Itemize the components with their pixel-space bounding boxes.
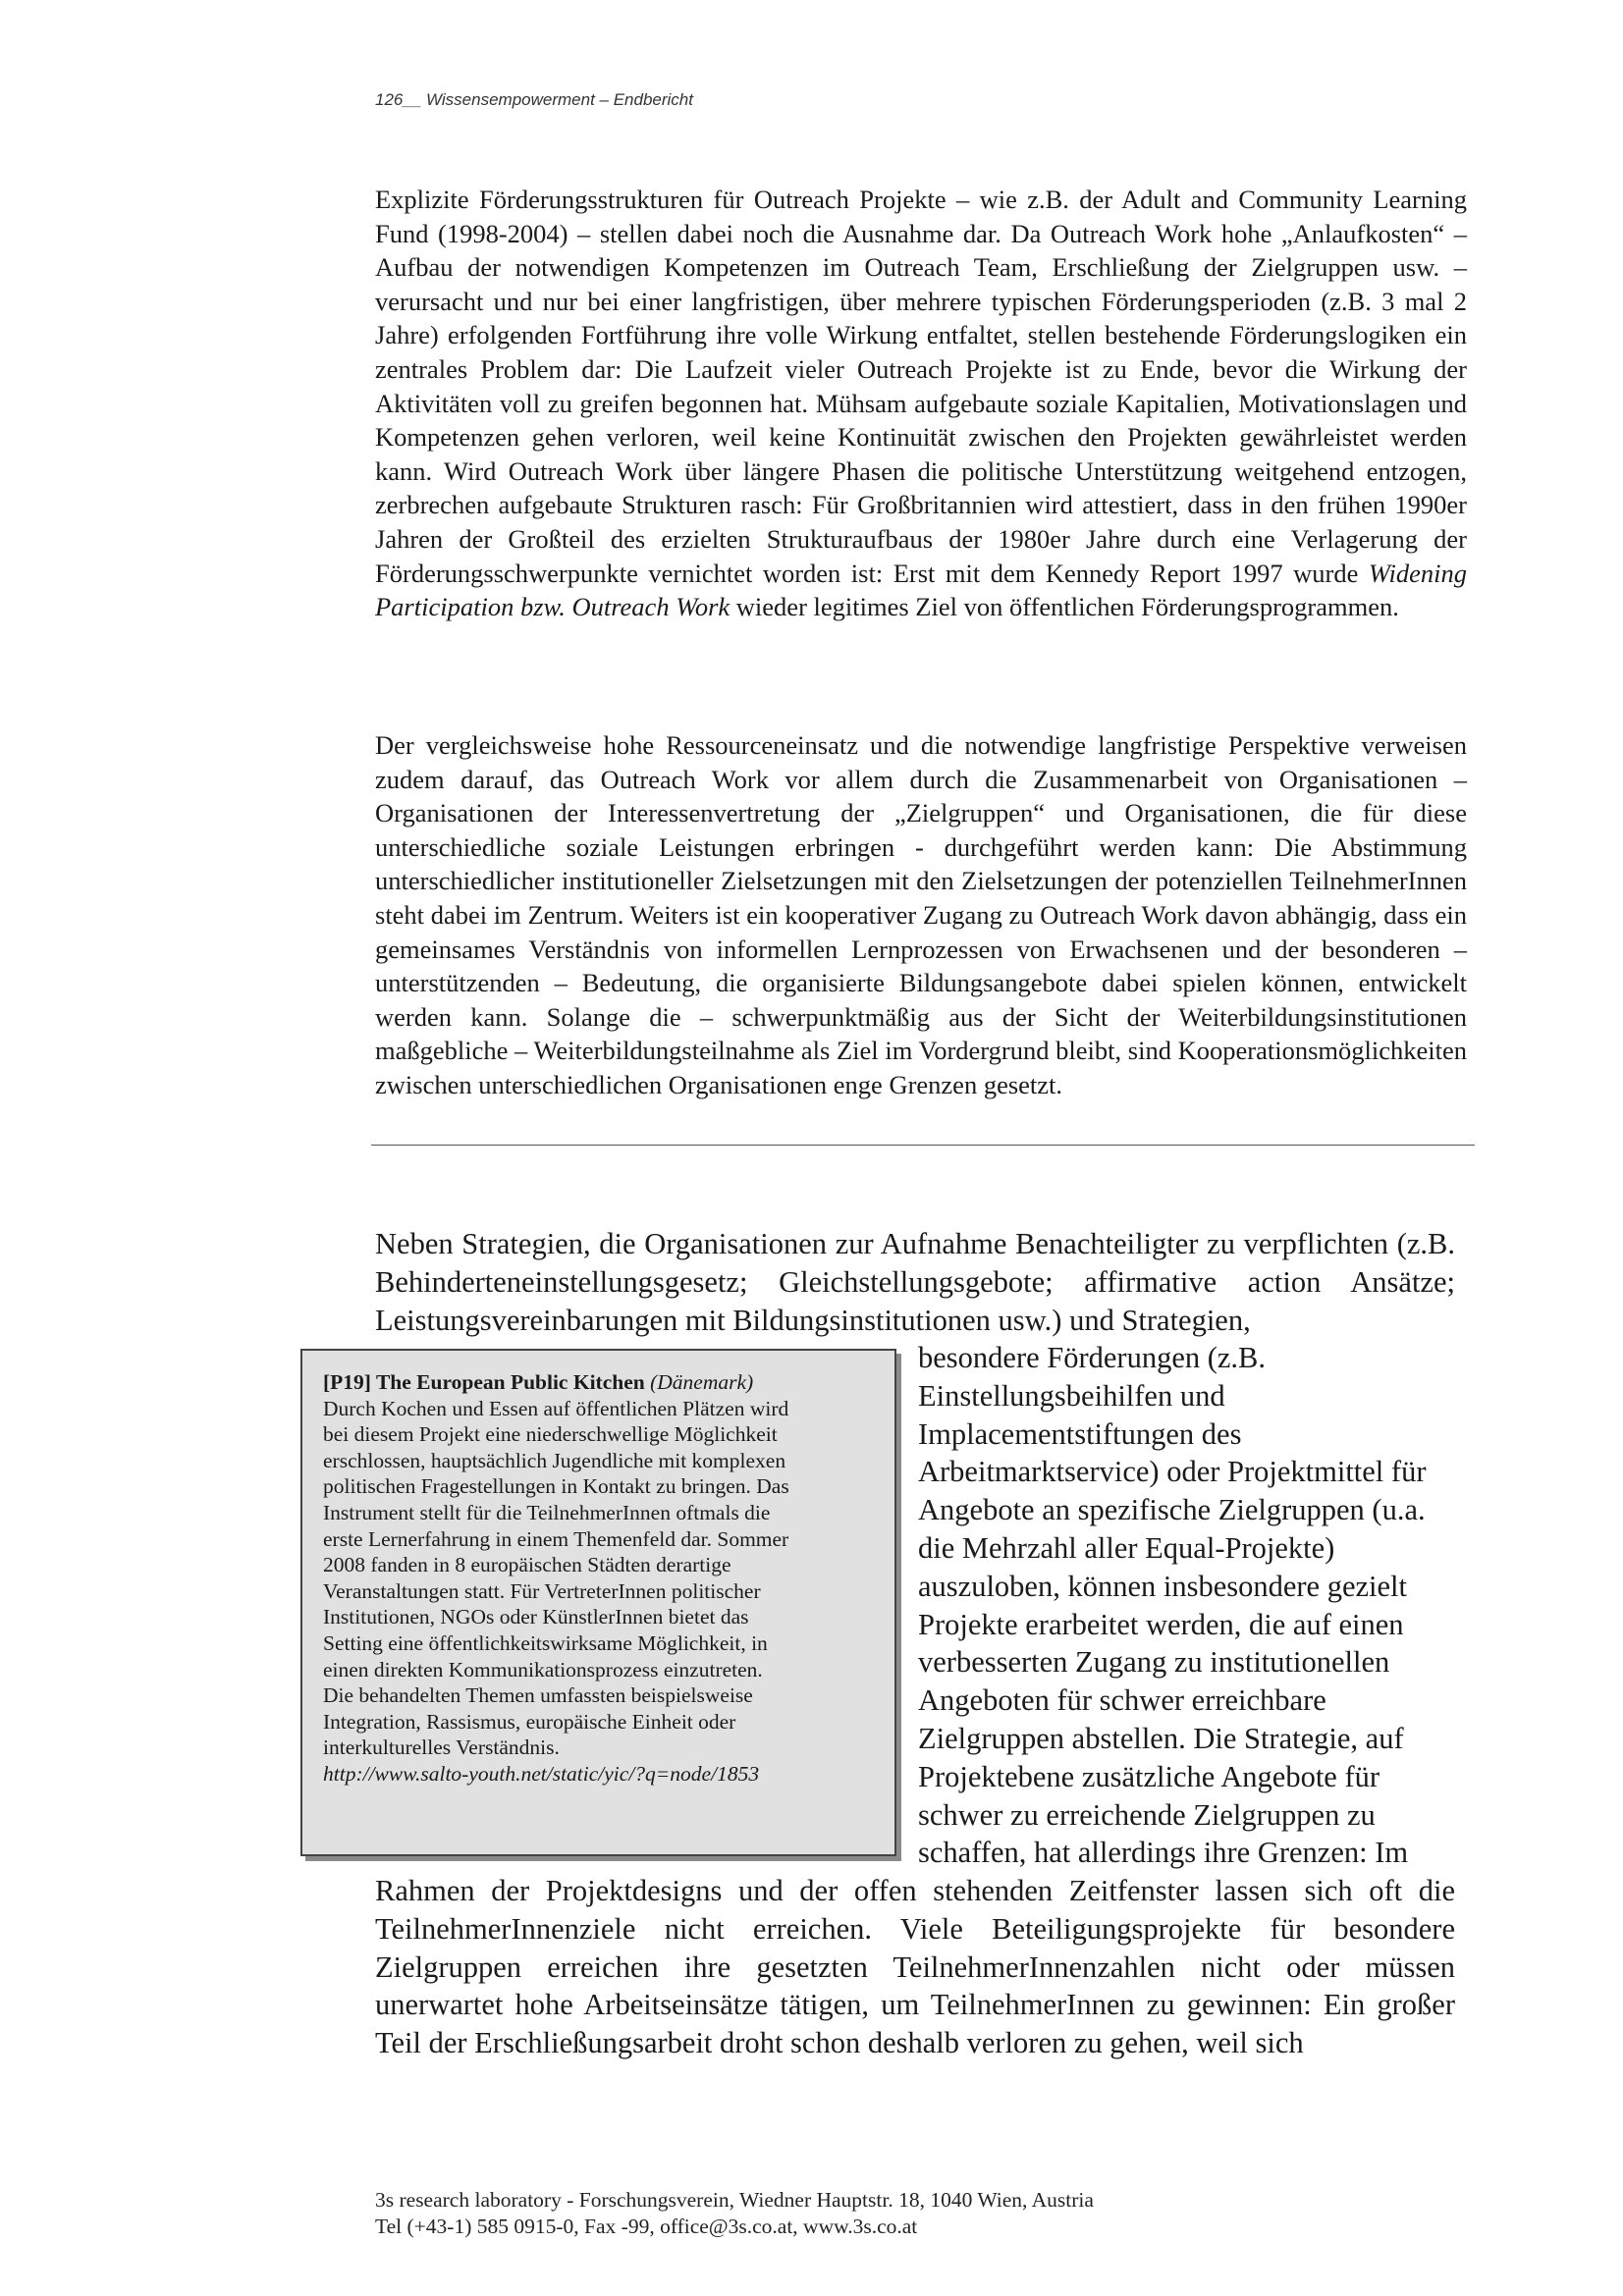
main-text-tail: Rahmen der Projektdesigns und der offen stehenden Zeitfenster lassen sich oft die TeilnehmerInnenziele nicht erreichen. Viele Beteiligungsprojekte für besondere Zielgruppen erreichen ihre gesetzten TeilnehmerInnenzahlen nicht oder müssen unerwartet hohe Arbeitseinsätze tätigen, um TeilnehmerInnen zu gewinnen: Ein großer Teil der Erschließungsarbeit droht schon deshalb verloren zu gehen, weil sich [375,1874,1455,2060]
main-text-column [918,1339,1468,1872]
main-text-column-line: Angeboten für schwer erreichbare [918,1683,1326,1718]
main-text-column-line: Zielgruppen abstellen. Die Strategie, auf [918,1721,1404,1755]
main-text-column-line: auszuloben, können insbesondere gezielt [918,1569,1408,1603]
main-text-column-line: Projekte erarbeitet werden, die auf einen [918,1607,1404,1641]
project-box-line: Instrument stellt für die TeilnehmerInnen oftmals die [323,1500,771,1524]
project-box-line: Durch Kochen und Essen auf öffentlichen Plätzen wird [323,1396,789,1420]
footer-contact: Tel (+43-1) 585 0915-0, Fax -99, office@3s.co.at, www.3s.co.at [375,2215,918,2238]
report-title-italic: Widening Participation bzw. Outreach Work [375,558,1468,622]
project-box-body [323,1396,881,1761]
main-text-column-line: verbesserten Zugang zu institutionellen [918,1645,1390,1680]
main-text-column-line: Angebote an spezifische Zielgruppen (u.a. [918,1493,1426,1527]
main-text-column-line: schaffen, hat allerdings ihre Grenzen: Im [918,1836,1409,1870]
running-header: 126__ Wissensempowerment – Endbericht [375,90,693,109]
project-box-line: Die behandelten Themen umfassten beispielsweise [323,1683,753,1708]
main-text-column-line: besondere Förderungen (z.B. [918,1341,1267,1374]
project-box-line: Setting eine öffentlichkeitswirksame Möglichkeit, in [323,1630,768,1655]
footer-address: 3s research laboratory - Forschungsverein, Wiedner Hauptstr. 18, 1040 Wien, Austria [375,2188,1094,2212]
main-text-column-line: Arbeitmarktservice) oder Projektmittel für [918,1455,1427,1489]
project-box-heading [323,1369,881,1396]
project-box-line: erste Lernerfahrung in einem Themenfeld dar. Sommer [323,1526,789,1551]
project-box-country: (Dänemark) [650,1370,754,1394]
project-box-line: erschlossen, hauptsächlich Jugendliche mit komplexen [323,1448,786,1472]
page-footer [375,2187,1094,2240]
main-text-column-line: Einstellungsbeihilfen und [918,1378,1225,1413]
paragraph-funding-text: Explizite Förderungsstrukturen für Outreach Projekte – wie z.B. der Adult and Community Learning Fund (1998-2004) – stellen dabei noch die Ausnahme dar. Da Outreach Work hohe „Anlaufkosten“ – Aufbau der notwendigen Kompetenzen im Outreach Team, Erschließung der Zielgruppen usw. – verursacht und nur bei einer langfristigen, über mehrere typischen Förderungsperioden (z.B. 3 mal 2 Jahre) erfolgenden Fortführung ihre volle Wirkung entfaltet, stellen bestehende Förderungslogiken ein zentrales Problem dar: Die Laufzeit vieler Outreach Projekte ist zu Ende, bevor die Wirkung der Aktivitäten voll zu greifen begonnen hat. Mühsam aufgebaute soziale Kapitalien, Motivationslagen und Kompetenzen gehen verloren, weil keine Kontinuität zwischen den Projekten gewährleistet werden kann. Wird Outreach Work über längere Phasen die politische Unterstützung weitgehend entzogen, zerbrechen aufgebaute Strukturen rasch: Für Großbritannien wird attestiert, dass in den frühen 1990er Jahren der Großteil des erzielten Strukturaufbaus der 1980er Jahre durch eine Verlagerung der Förderungsschwerpunkte vernichtet worden ist: Erst mit dem Kennedy Report 1997 wurde [375,185,1467,588]
main-text-lead: Neben Strategien, die Organisationen zur Aufnahme Benachteiligter zu verpflichten (z.B. Behinderteneinstellungsgesetz; Gleichstellungsgebote; affirmative action Ansätze; Leistungsvereinbarungen mit Bildungsinstitutionen usw.) und Strategien, [375,1227,1455,1337]
project-box-line: Integration, Rassismus, europäische Einheit oder [323,1709,736,1734]
project-box-line: Institutionen, NGOs oder KünstlerInnen bietet das [323,1605,749,1629]
project-box-line: bei diesem Projekt eine niederschwellige Möglichkeit [323,1422,778,1447]
project-box-line: interkulturelles Verständnis. [323,1735,560,1760]
project-box-line: 2008 fanden in 8 europäischen Städten derartige [323,1553,731,1577]
paragraph-funding [375,183,1467,624]
project-box-line: Veranstaltungen statt. Für VertreterInnen politischer [323,1578,761,1603]
project-box-link[interactable]: http://www.salto-youth.net/static/yic/?q=node/1853 [323,1761,760,1786]
main-text-column-line: Projektebene zusätzliche Angebote für [918,1759,1380,1793]
section-divider [371,1145,1475,1146]
paragraph-funding-end: wieder legitimes Ziel von öffentlichen Förderungsprogrammen. [735,592,1399,622]
project-box-p19 [300,1349,896,1856]
paragraph-cooperation: Der vergleichsweise hohe Ressourceneinsatz und die notwendige langfristige Perspektive verweisen zudem darauf, das Outreach Work vor allem durch die Zusammenarbeit von Organisationen – Organisationen der Interessenvertretung der „Zielgruppen“ und Organisationen, die für diese unterschiedliche soziale Leistungen erbringen - durchgeführt werden kann: Die Abstimmung unterschiedlicher institutioneller Zielsetzungen mit den Zielsetzungen der potenziellen TeilnehmerInnen steht dabei im Zentrum. Weiters ist ein kooperativer Zugang zu Outreach Work davon abhängig, dass ein gemeinsames Verständnis von informellen Lernprozessen von Erwachsenen und der besonderen – unterstützenden – Bedeutung, die organisierte Bildungsangebote dabei spielen können, entwickelt werden kann. Solange die – schwerpunktmäßig aus der Sicht der Weiterbildungsinstitutionen maßgebliche – Weiterbildungsteilnahme als Ziel im Vordergrund bleibt, sind Kooperationsmöglichkeiten zwischen unterschiedlichen Organisationen enge Grenzen gesetzt. [375,730,1467,1099]
main-text-column-line: schwer zu erreichende Zielgruppen zu [918,1797,1376,1832]
project-box-line: politischen Fragestellungen in Kontakt zu bringen. Das [323,1474,789,1499]
project-box-line: einen direkten Kommunikationsprozess einzutreten. [323,1657,763,1682]
project-box-title: [P19] The European Public Kitchen [323,1370,645,1394]
main-text-column-line: Implacementstiftungen des [918,1416,1242,1451]
main-text-column-line: die Mehrzahl aller Equal-Projekte) [918,1530,1335,1565]
